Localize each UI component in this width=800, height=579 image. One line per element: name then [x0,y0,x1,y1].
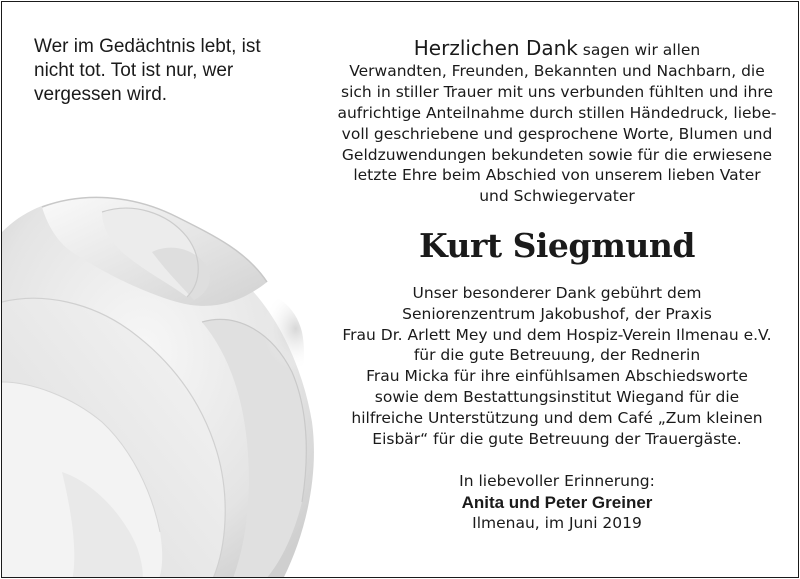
closing-signature [320,471,794,534]
thanks-line: und Schwiegervater [479,187,635,206]
quote-line: nicht tot. Tot ist nur, wer [34,60,234,81]
quote-line: Wer im Gedächtnis lebt, ist [34,36,261,57]
thanks-heading: Herzlichen Dank [413,36,578,60]
deceased-name: Kurt Siegmund [419,226,695,265]
thanks-line: Geldzuwendungen bekundeten sowie für die erwiesene [341,145,773,164]
thanks-line: aufrichtige Anteilnahme durch stillen Händedruck, liebe- [337,103,777,122]
thanks-heading-rest: sagen wir allen [577,41,701,59]
signers-names: Anita und Peter Greiner [461,493,653,512]
thanks-line: sich in stiller Trauer mit uns verbunden fühlten und ihre [341,82,773,101]
special-thanks-line: hilfreiche Unterstützung und dem Café „Zum kleinen [351,408,763,427]
thanks-line: voll geschriebene und gesprochene Worte, Blumen und [341,124,773,143]
quote-line: vergessen wird. [34,84,168,105]
special-thanks-line: Frau Dr. Arlett Mey und dem Hospiz-Verein Ilmenau e.V. [342,325,772,344]
special-thanks-line: Eisbär“ für die gute Betreuung der Trauergäste. [372,429,742,448]
place-date: Ilmenau, im Juni 2019 [472,514,642,532]
special-thanks-line: für die gute Betreuung, der Rednerin [413,346,701,365]
special-thanks-line: Seniorenzentrum Jakobushof, der Praxis [402,304,712,323]
obituary-card [1,1,799,578]
special-thanks-line: Unser besonderer Dank gebührt dem [412,284,702,302]
memorial-quote [34,35,304,107]
thanks-paragraph [320,38,794,207]
thanks-line: Verwandten, Freunden, Bekannten und Nachbarn, die [349,61,765,80]
thanks-line: letzte Ehre beim Abschied von unserem lieben Vater [353,166,761,185]
special-thanks-line: sowie dem Bestattungsinstitut Wiegand für die [374,387,740,406]
thanks-heading-line [320,38,794,61]
special-thanks-line: Frau Micka für ihre einfühlsamen Abschiedsworte [366,367,748,386]
special-thanks-paragraph [320,283,794,449]
memory-line: In liebevoller Erinnerung: [459,472,655,490]
